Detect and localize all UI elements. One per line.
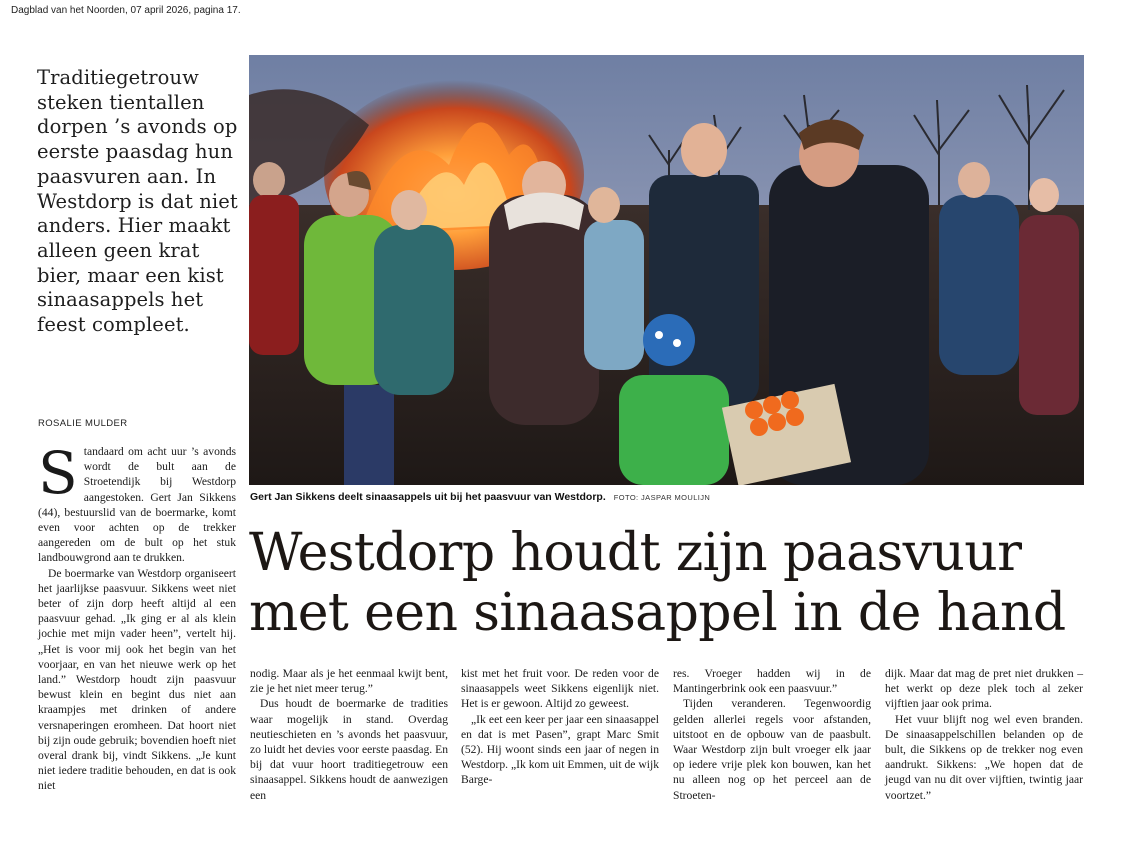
body-paragraph: dijk. Maar dat mag de pret niet drukken – het werkt op deze plek toch al zeker vijftien jaar ook prima. — [885, 667, 1083, 711]
body-paragraph: Het vuur blijft nog wel even branden. De sinaasappelschillen belanden op de bult, die Sikkens op de trekker nog even aandrukt. Sikkens: „We hopen dat de jeugd van nu dit over vijftien, twintig jaar voortzet.” — [885, 712, 1083, 802]
body-column-5 — [885, 666, 1083, 803]
article-intro: Traditiegetrouw steken tientallen dorpen ’s avonds op eerste paasdag hun paasvuren aan. In Westdorp is dat niet anders. Hier maakt alleen geen krat bier, maar een kist sinaasappels het feest compleet. — [37, 66, 238, 337]
drop-cap: S — [38, 439, 78, 507]
page-source-line: Dagblad van het Noorden, 07 april 2026, pagina 17. — [11, 5, 241, 16]
body-paragraph: Dus houdt de boermarke de tradities waar mogelijk in stand. Overdag neutieschieten en ’s avonds het paasvuur, zo luidt het devies voor eerste paasdag. En bij dat vuur hoort traditiegetrouw een sinaasappel. Sikkens houdt de aanwezigen een — [250, 697, 448, 802]
article-photo — [249, 55, 1084, 485]
body-column-1 — [38, 439, 236, 794]
caption-text: Gert Jan Sikkens deelt sinaasappels uit bij het paasvuur van Westdorp. — [250, 491, 606, 503]
headline: Westdorp houdt zijn paasvuur met een sinaasappel in de hand — [249, 523, 1066, 643]
byline: ROSALIE MULDER — [38, 418, 128, 429]
body-paragraph: Tijden veranderen. Tegenwoordig gelden allerlei regels voor afstanden, uitstoot en de opbouw van de paasbult. Waar Westdorp zijn bult vroeger elk jaar op iedere vrije plek kon bouwen, kan het nu alleen nog op het perceel aan de Stroeten- — [673, 697, 871, 802]
photo-caption — [250, 491, 710, 503]
easter-fire-crowd-image — [249, 55, 1084, 485]
body-paragraph: res. Vroeger hadden wij in de Mantingerbrink ook een paasvuur.” — [673, 667, 871, 696]
body-column-4 — [673, 666, 871, 803]
body-column-3 — [461, 666, 659, 788]
photo-credit: FOTO: JASPAR MOULIJN — [613, 493, 711, 502]
body-paragraph: De boermarke van Westdorp organiseert het jaarlijkse paasvuur. Sikkens weet niet beter of zijn dorp heeft altijd al een paasvuur gehad. „Ik ging er al als klein jochie met mijn vader heen”, vertelt hij. „Het is voor mij ook het begin van het voorjaar, en van het nieuwe werk op het land.” Westdorp houdt zijn paasvuur bewust klein en begint dus niet aan kraampjes met drinken of andere versnaperingen eromheen. Dat hoort niet bij zijn oude gebruik; bovendien hoeft niet overal drank bij, vindt Sikkens. „Je kunt niet iedere traditie behouden, en dat is ook niet — [38, 566, 236, 793]
body-paragraph: „Ik eet een keer per jaar een sinaasappel en dat is met Pasen”, grapt Marc Smit (52). Hij woont sinds een jaar of negen in Westdorp. „Ik kom uit Emmen, uit de wijk Barge- — [461, 712, 659, 787]
body-column-2 — [250, 666, 448, 803]
body-paragraph: nodig. Maar als je het eenmaal kwijt bent, zie je het niet meer terug.” — [250, 667, 448, 696]
body-paragraph: kist met het fruit voor. De reden voor de sinaasappels weet Sikkens eigenlijk niet. Het is er gewoon. Altijd zo geweest. — [461, 667, 659, 711]
body-paragraph: tandaard om acht uur ’s avonds wordt de bult aan de Stroetendijk bij Westdorp aangestoken. Gert Jan Sikkens (44), bestuurslid van de boermarke, komt even voor achten op de trekker aangereden om de bult op het stuk landbouwgrond aan te drukken. — [38, 445, 236, 565]
